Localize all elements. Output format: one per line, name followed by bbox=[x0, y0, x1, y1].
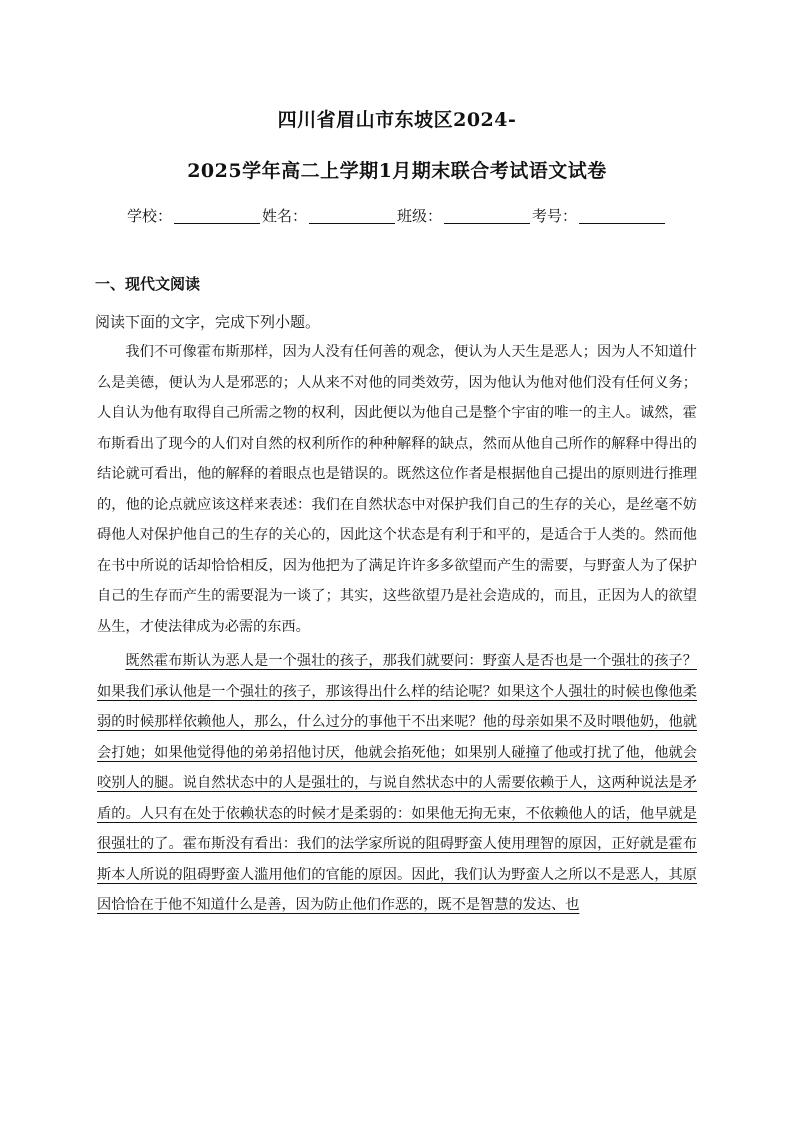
name-label: 姓名： bbox=[261, 207, 307, 225]
name-blank[interactable] bbox=[309, 207, 395, 224]
exam-title-line-2: 2025学年高二上学期1月期末联合考试语文试卷 bbox=[187, 160, 607, 182]
school-label: 学校： bbox=[126, 207, 172, 225]
exam-number-blank[interactable] bbox=[579, 207, 665, 224]
passage-paragraph-1: 我们不可像霍布斯那样，因为人没有任何善的观念，便认为人天生是恶人；因为人不知道什么是美德，便认为人是邪恶的；人从来不对他的同类效劳，因为他认为他对他们没有任何义务；人自认为他有取得自己所需之物的权利，因此便以为他自己是整个宇宙的唯一的主人。诚然，霍布斯看出了现今的人们对自然的权利所作的种种解释的缺点，然而从他自己所作的解释中得出的结论就可看出，他的解释的着眼点也是错误的。既然这位作者是根据他自己提出的原则进行推理的，他的论点就应该这样来表述：我们在自然状态中对保护我们自己的生存的关心，是丝毫不妨碍他人对保护他自己的生存的关心的，因此这个状态是有利于和平的，是适合于人类的。然而他在书中所说的话却恰恰相反，因为他把为了满足许许多多欲望而产生的需要，与野蛮人为了保护自己的生存而产生的需要混为一谈了；其实，这些欲望乃是社会造成的，而且，正因为人的欲望丛生，才使法律成为必需的东西。 bbox=[97, 344, 697, 635]
exam-number-field bbox=[532, 205, 667, 226]
exam-title-line-1: 四川省眉山市东坡区2024- bbox=[277, 109, 517, 131]
student-info-row bbox=[0, 205, 794, 226]
class-field bbox=[397, 205, 532, 226]
school-field bbox=[127, 205, 262, 226]
name-field bbox=[262, 205, 397, 226]
passage-paragraph-2: 既然霍布斯认为恶人是一个强壮的孩子，那我们就要问：野蛮人是否也是一个强壮的孩子？如果我们承认他是一个强壮的孩子，那该得出什么样的结论呢？如果这个人强壮的时候也像他柔弱的时候那样依赖他人，那么，什么过分的事他干不出来呢？他的母亲如果不及时喂他奶，他就会打她；如果他觉得他的弟弟招他讨厌，他就会掐死他；如果别人碰撞了他或打扰了他，他就会咬别人的腿。说自然状态中的人是强壮的，与说自然状态中的人需要依赖于人，这两种说法是矛盾的。人只有在处于依赖状态的时候才是柔弱的：如果他无拘无束，不依赖他人的话，他早就是很强壮的了。霍布斯没有看出：我们的法学家所说的阻碍野蛮人使用理智的原因，正好就是霍布斯本人所说的阻碍野蛮人滥用他们的官能的原因。因此，我们认为野蛮人之所以不是恶人，其原因恰恰在于他不知道什么是善，因为防止他们作恶的，既不是智慧的发达、也 bbox=[97, 653, 697, 913]
school-blank[interactable] bbox=[174, 207, 260, 224]
instruction-text: 阅读下面的文字，完成下列小题。 bbox=[95, 313, 321, 331]
class-blank[interactable] bbox=[444, 207, 530, 224]
section-heading: 一、现代文阅读 bbox=[95, 275, 201, 293]
exam-number-label: 考号： bbox=[532, 207, 578, 225]
class-label: 班级： bbox=[397, 207, 443, 225]
